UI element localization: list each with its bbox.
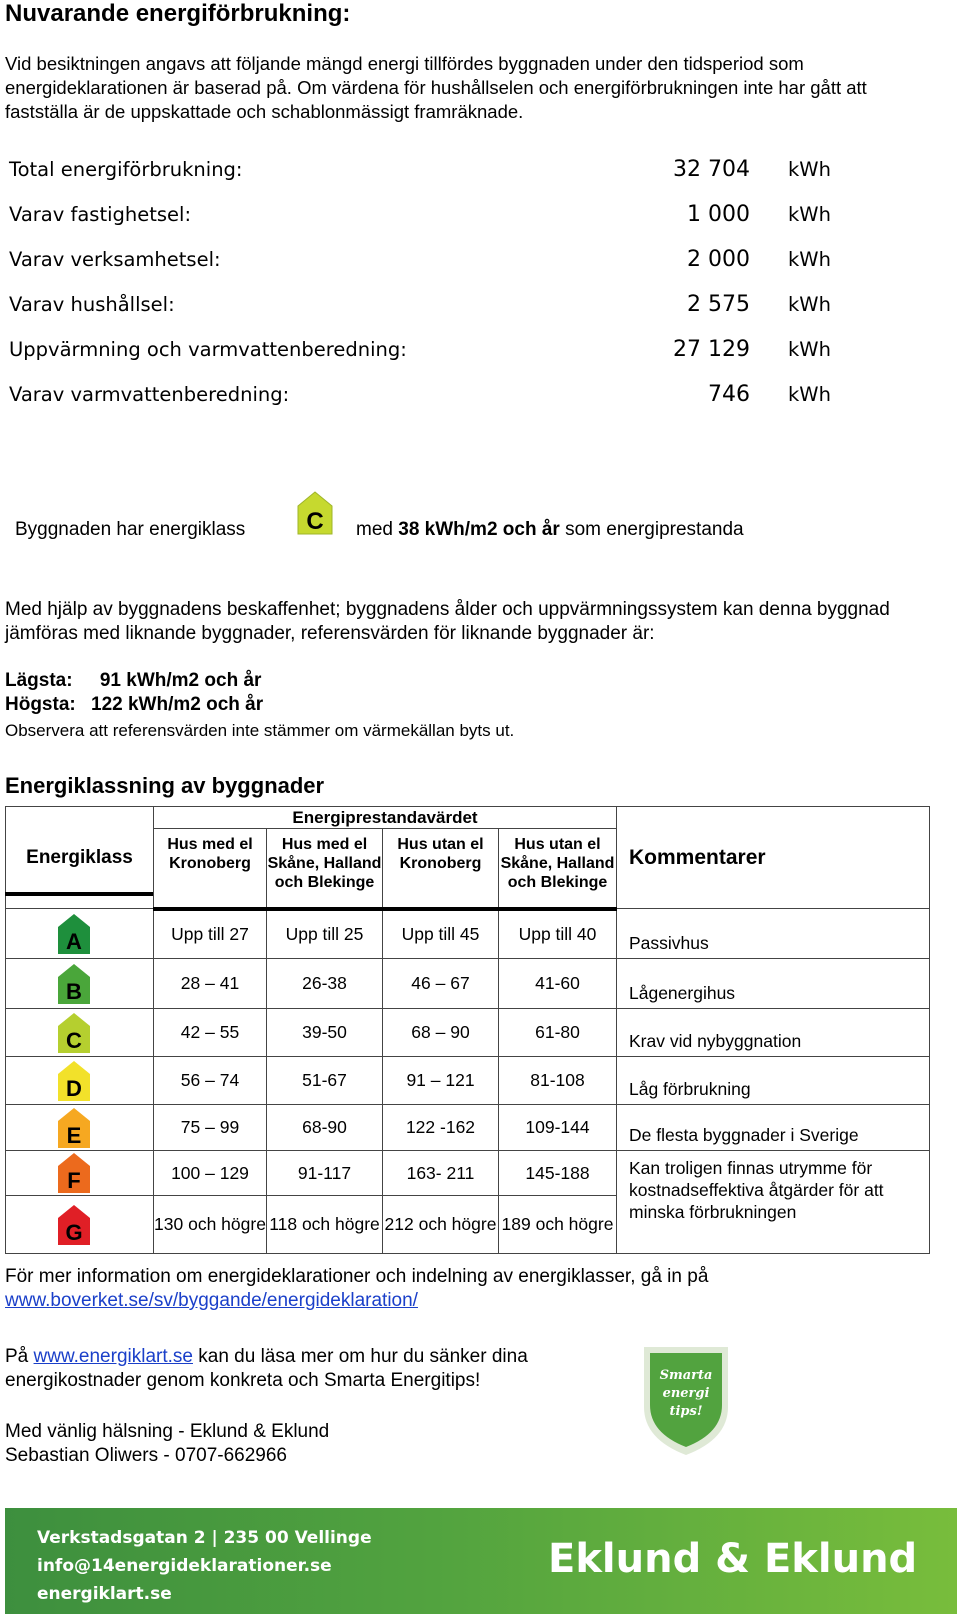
- energy-class-d-icon: [56, 1059, 92, 1103]
- energy-class-row: [6, 959, 930, 1009]
- svg-text:tips!: tips!: [669, 1404, 703, 1419]
- consumption-unit: kWh: [788, 203, 831, 226]
- class-range-cell: 91-117: [267, 1151, 383, 1196]
- sub-header: Hus med el Skåne, Halland och Blekinge: [267, 829, 383, 909]
- energy-class-a-icon: [56, 912, 92, 956]
- consumption-label: Total energiförbrukning:: [9, 158, 243, 181]
- consumption-value: 746: [708, 382, 750, 407]
- energy-class-g-icon: [56, 1203, 92, 1247]
- consumption-value: 2 000: [687, 247, 750, 272]
- class-range-cell: 39-50: [267, 1009, 383, 1057]
- class-range-cell: 61-80: [499, 1009, 617, 1057]
- consumption-label: Varav verksamhetsel:: [9, 248, 221, 271]
- class-range-cell: 163- 211: [383, 1151, 499, 1196]
- footer-banner: [5, 1508, 957, 1614]
- page-title: Nuvarande energiförbrukning:: [5, 0, 351, 27]
- consumption-unit: kWh: [788, 248, 831, 271]
- class-range-cell: 109-144: [499, 1105, 617, 1151]
- consumption-value: 32 704: [673, 157, 750, 182]
- energy-class-letter: G: [65, 1219, 83, 1245]
- energy-class-b-icon: [56, 962, 92, 1006]
- energy-class-letter: C: [66, 1027, 82, 1053]
- class-comment-cell: Kan troligen finnas utrymme för kostnadseffektiva åtgärder för att minska förbrukningen: [617, 1151, 930, 1254]
- highest-label: Högsta:: [5, 694, 76, 715]
- energy-class-letter: A: [66, 928, 82, 954]
- energy-class-cell: [6, 959, 154, 1009]
- energiklart-paragraph: [5, 1345, 605, 1393]
- consumption-label: Varav fastighetsel:: [9, 203, 192, 226]
- class-line-suffix: som energiprestanda: [565, 519, 744, 540]
- consumption-unit: kWh: [788, 158, 831, 181]
- lowest-ref: [5, 670, 261, 692]
- class-range-cell: Upp till 25: [267, 909, 383, 959]
- class-range-cell: 130 och högre: [154, 1196, 267, 1254]
- energy-class-cell: [6, 1151, 154, 1196]
- class-range-cell: 51-67: [267, 1057, 383, 1105]
- energy-class-c-icon: [296, 490, 334, 536]
- class-range-cell: 212 och högre: [383, 1196, 499, 1254]
- energy-class-letter: E: [66, 1122, 82, 1148]
- class-line-text: [356, 519, 744, 541]
- class-comment-cell: Passivhus: [617, 909, 930, 959]
- intro-text: Vid besiktningen angavs att följande mängd energi tillfördes byggnaden under den tidsperiod som energideklarationen är baserad på. Om värdena för hushållselen och energiförbrukningen inte har gått att fastställa är de uppskattade och schablonmässigt framräknade.: [5, 53, 867, 122]
- smarta-energitips-badge: [638, 1343, 734, 1459]
- boverket-link[interactable]: www.boverket.se/sv/byggande/energideklaration/: [5, 1290, 418, 1311]
- consumption-value: 1 000: [687, 202, 750, 227]
- class-range-cell: 42 – 55: [154, 1009, 267, 1057]
- footer-website: energiklart.se: [37, 1584, 172, 1604]
- header-kommentarer: Kommentarer: [617, 807, 930, 909]
- energy-class-row: [6, 909, 930, 959]
- footer-address: Verkstadsgatan 2 | 235 00 Vellinge: [37, 1528, 372, 1548]
- class-range-cell: 46 – 67: [383, 959, 499, 1009]
- consumption-unit: kWh: [788, 293, 831, 316]
- sub-header: Hus utan el Kronoberg: [383, 829, 499, 909]
- class-comment-cell: Krav vid nybyggnation: [617, 1009, 930, 1057]
- footer-brand-logo: Eklund & Eklund: [548, 1536, 918, 1582]
- energy-class-cell: [6, 1057, 154, 1105]
- header-energiprestanda: Energiprestandavärdet: [154, 807, 617, 829]
- class-range-cell: 145-188: [499, 1151, 617, 1196]
- header-energiklass: Energiklass: [6, 807, 154, 909]
- consumption-value: 2 575: [687, 292, 750, 317]
- class-line-prefix: Byggnaden har energiklass: [15, 519, 246, 540]
- energiklart-link[interactable]: www.energiklart.se: [33, 1346, 193, 1367]
- energy-class-row: [6, 1009, 930, 1057]
- class-comment-cell: De flesta byggnader i Sverige: [617, 1105, 930, 1151]
- reference-text: Med hjälp av byggnadens beskaffenhet; byggnadens ålder och uppvärmningssystem kan denna byggnad jämföras med liknande byggnader, referensvärden för liknande byggnader är:: [5, 599, 890, 644]
- energy-class-table: [5, 806, 930, 1254]
- class-range-cell: 122 -162: [383, 1105, 499, 1151]
- sub-header: Hus med el Kronoberg: [154, 829, 267, 909]
- consumption-label: Varav hushållsel:: [9, 293, 175, 316]
- class-comment-cell: Låg förbrukning: [617, 1057, 930, 1105]
- table-heading: Energiklassning av byggnader: [5, 773, 325, 798]
- consumption-value: 27 129: [673, 337, 750, 362]
- class-line-value: 38 kWh/m2 och år: [398, 519, 560, 540]
- consumption-label: Varav varmvattenberedning:: [9, 383, 290, 406]
- energy-class-row: [6, 1057, 930, 1105]
- highest-value: 122 kWh/m2 och år: [91, 694, 264, 715]
- energy-class-cell: [6, 909, 154, 959]
- energy-class-letter: B: [66, 978, 82, 1004]
- class-range-cell: 91 – 121: [383, 1057, 499, 1105]
- consumption-label: Uppvärmning och varmvattenberedning:: [9, 338, 407, 361]
- lowest-label: Lägsta:: [5, 670, 73, 691]
- badge-letter: C: [306, 508, 324, 535]
- energy-class-row: [6, 1105, 930, 1151]
- energy-class-cell: [6, 1105, 154, 1151]
- class-range-cell: 41-60: [499, 959, 617, 1009]
- class-range-cell: 28 – 41: [154, 959, 267, 1009]
- class-comment-cell: Lågenergihus: [617, 959, 930, 1009]
- class-range-cell: 100 – 129: [154, 1151, 267, 1196]
- class-range-cell: Upp till 27: [154, 909, 267, 959]
- sub-header: Hus utan el Skåne, Halland och Blekinge: [499, 829, 617, 909]
- svg-text:energi: energi: [662, 1386, 710, 1401]
- energy-class-letter: D: [66, 1075, 82, 1101]
- highest-ref: [5, 694, 263, 716]
- energy-class-cell: [6, 1196, 154, 1254]
- energy-class-f-icon: [56, 1151, 92, 1195]
- footer-email: info@14energideklarationer.se: [37, 1556, 332, 1576]
- class-range-cell: 56 – 74: [154, 1057, 267, 1105]
- consumption-unit: kWh: [788, 338, 831, 361]
- energiklart-pre: På: [5, 1346, 29, 1367]
- energy-class-e-icon: [56, 1106, 92, 1150]
- energiklart-post: kan du läsa mer om hur du sänker dina energikostnader genom konkreta och Smarta Energitips!: [5, 1346, 528, 1391]
- class-range-cell: 68-90: [267, 1105, 383, 1151]
- class-range-cell: 68 – 90: [383, 1009, 499, 1057]
- greeting: Med vänlig hälsning - Eklund & Eklund: [5, 1421, 330, 1442]
- class-range-cell: 118 och högre: [267, 1196, 383, 1254]
- class-range-cell: 26-38: [267, 959, 383, 1009]
- table-group-header-row: [6, 807, 930, 829]
- energy-class-c-icon: [56, 1011, 92, 1055]
- class-line-mid: med: [356, 519, 393, 540]
- reference-note: Observera att referensvärden inte stämmer om värmekällan byts ut.: [5, 721, 515, 740]
- class-range-cell: Upp till 40: [499, 909, 617, 959]
- more-info-text: För mer information om energideklarationer och indelning av energiklasser, gå in på: [5, 1266, 709, 1287]
- energy-class-cell: [6, 1009, 154, 1057]
- signature: Sebastian Oliwers - 0707-662966: [5, 1445, 288, 1466]
- svg-text:Smarta: Smarta: [659, 1368, 713, 1383]
- class-range-cell: 75 – 99: [154, 1105, 267, 1151]
- lowest-value: 91 kWh/m2 och år: [99, 670, 262, 691]
- class-range-cell: 189 och högre: [499, 1196, 617, 1254]
- header-energiklass-rule: [5, 892, 153, 896]
- class-range-cell: 81-108: [499, 1057, 617, 1105]
- class-range-cell: Upp till 45: [383, 909, 499, 959]
- consumption-unit: kWh: [788, 383, 831, 406]
- energy-class-letter: F: [67, 1168, 81, 1193]
- energy-class-row: [6, 1151, 930, 1196]
